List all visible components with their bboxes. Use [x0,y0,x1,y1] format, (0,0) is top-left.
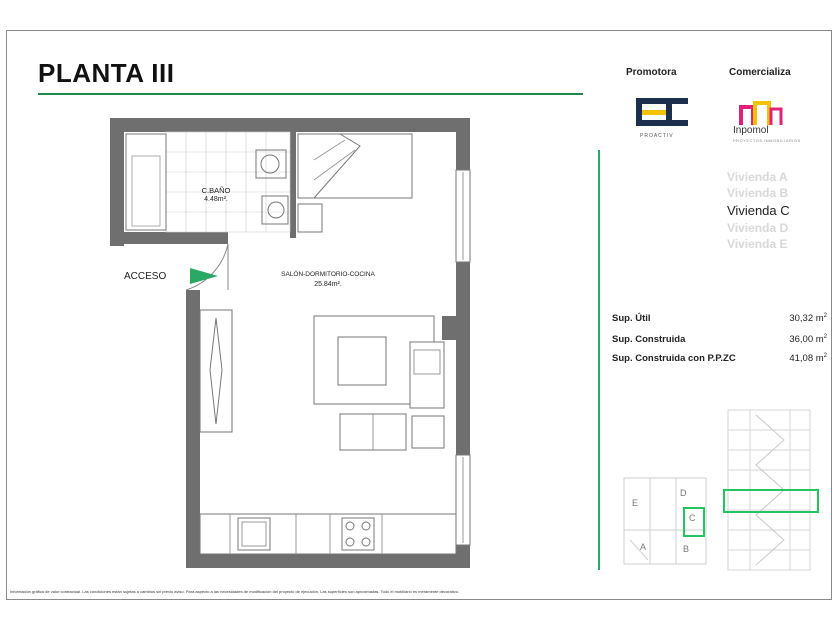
bano-name: C.BAÑO [201,186,231,195]
comercializa-label: Comercializa [729,67,791,78]
vivienda-item[interactable]: Vivienda E [727,237,788,251]
keyplan-letter-c: C [689,513,696,523]
vivienda-item[interactable]: Vivienda A [727,170,788,184]
salon-name: SALÓN-DORMITORIO-COCINA [281,271,375,278]
salon-area: 25.84m². [314,281,342,288]
acceso-arrow [190,268,218,284]
bed [298,134,412,198]
wall-left-upper [110,118,124,246]
keyplan-letter-b: B [683,544,690,554]
superficie-value: 30,32 m [789,313,824,325]
appliance [298,204,322,232]
wall-bath-right [290,130,296,238]
vivienda-item[interactable]: Vivienda B [727,186,789,200]
superficie-exp: 2 [823,334,827,340]
armchair [410,342,444,408]
superficie-exp: 2 [823,353,827,359]
superficie-value: 41,08 m [789,353,824,365]
vivienda-item[interactable]: Vivienda D [727,221,789,235]
footer-disclaimer: Información gráfica de valor contractual. Las condiciones están sujetas a cambios sin previo aviso. Para aspecto a las necesidades de modificación del proyecto de ejecución. Las superficies son aproximadas. Todo el mobiliario es meramente decorativo. [10,589,460,594]
wall-top [110,118,470,132]
superficie-label: Sup. Construida [612,334,686,345]
side-chair [412,416,444,448]
comercializa-logo-text: Inpomol [733,125,769,136]
wall-bottom [186,554,470,568]
coffee-table [338,337,386,385]
wall-bath-bottom [110,232,228,244]
promotora-logo-text: PROACTIV [640,133,674,139]
wall-left-lower [186,290,200,568]
page-title: PLANTA III [38,58,175,88]
superficie-exp: 2 [823,313,827,319]
superficie-value: 36,00 m [789,334,824,346]
acceso-label: ACCESO [124,271,167,282]
wardrobe [200,310,232,432]
superficie-label: Sup. Útil [612,313,651,324]
bano-area: 4.48m². [204,196,228,203]
keyplan-letter-e: E [632,498,639,508]
vivienda-item-active[interactable]: Vivienda C [727,203,790,218]
promotora-label: Promotora [626,67,677,78]
keyplan-letter-a: A [640,542,647,552]
keyplan-letter-d: D [680,488,687,498]
superficie-label: Sup. Construida con P.P.ZC [612,353,736,364]
comercializa-logo-sub: PROYECTOS INMOBILIARIOS [733,138,801,143]
